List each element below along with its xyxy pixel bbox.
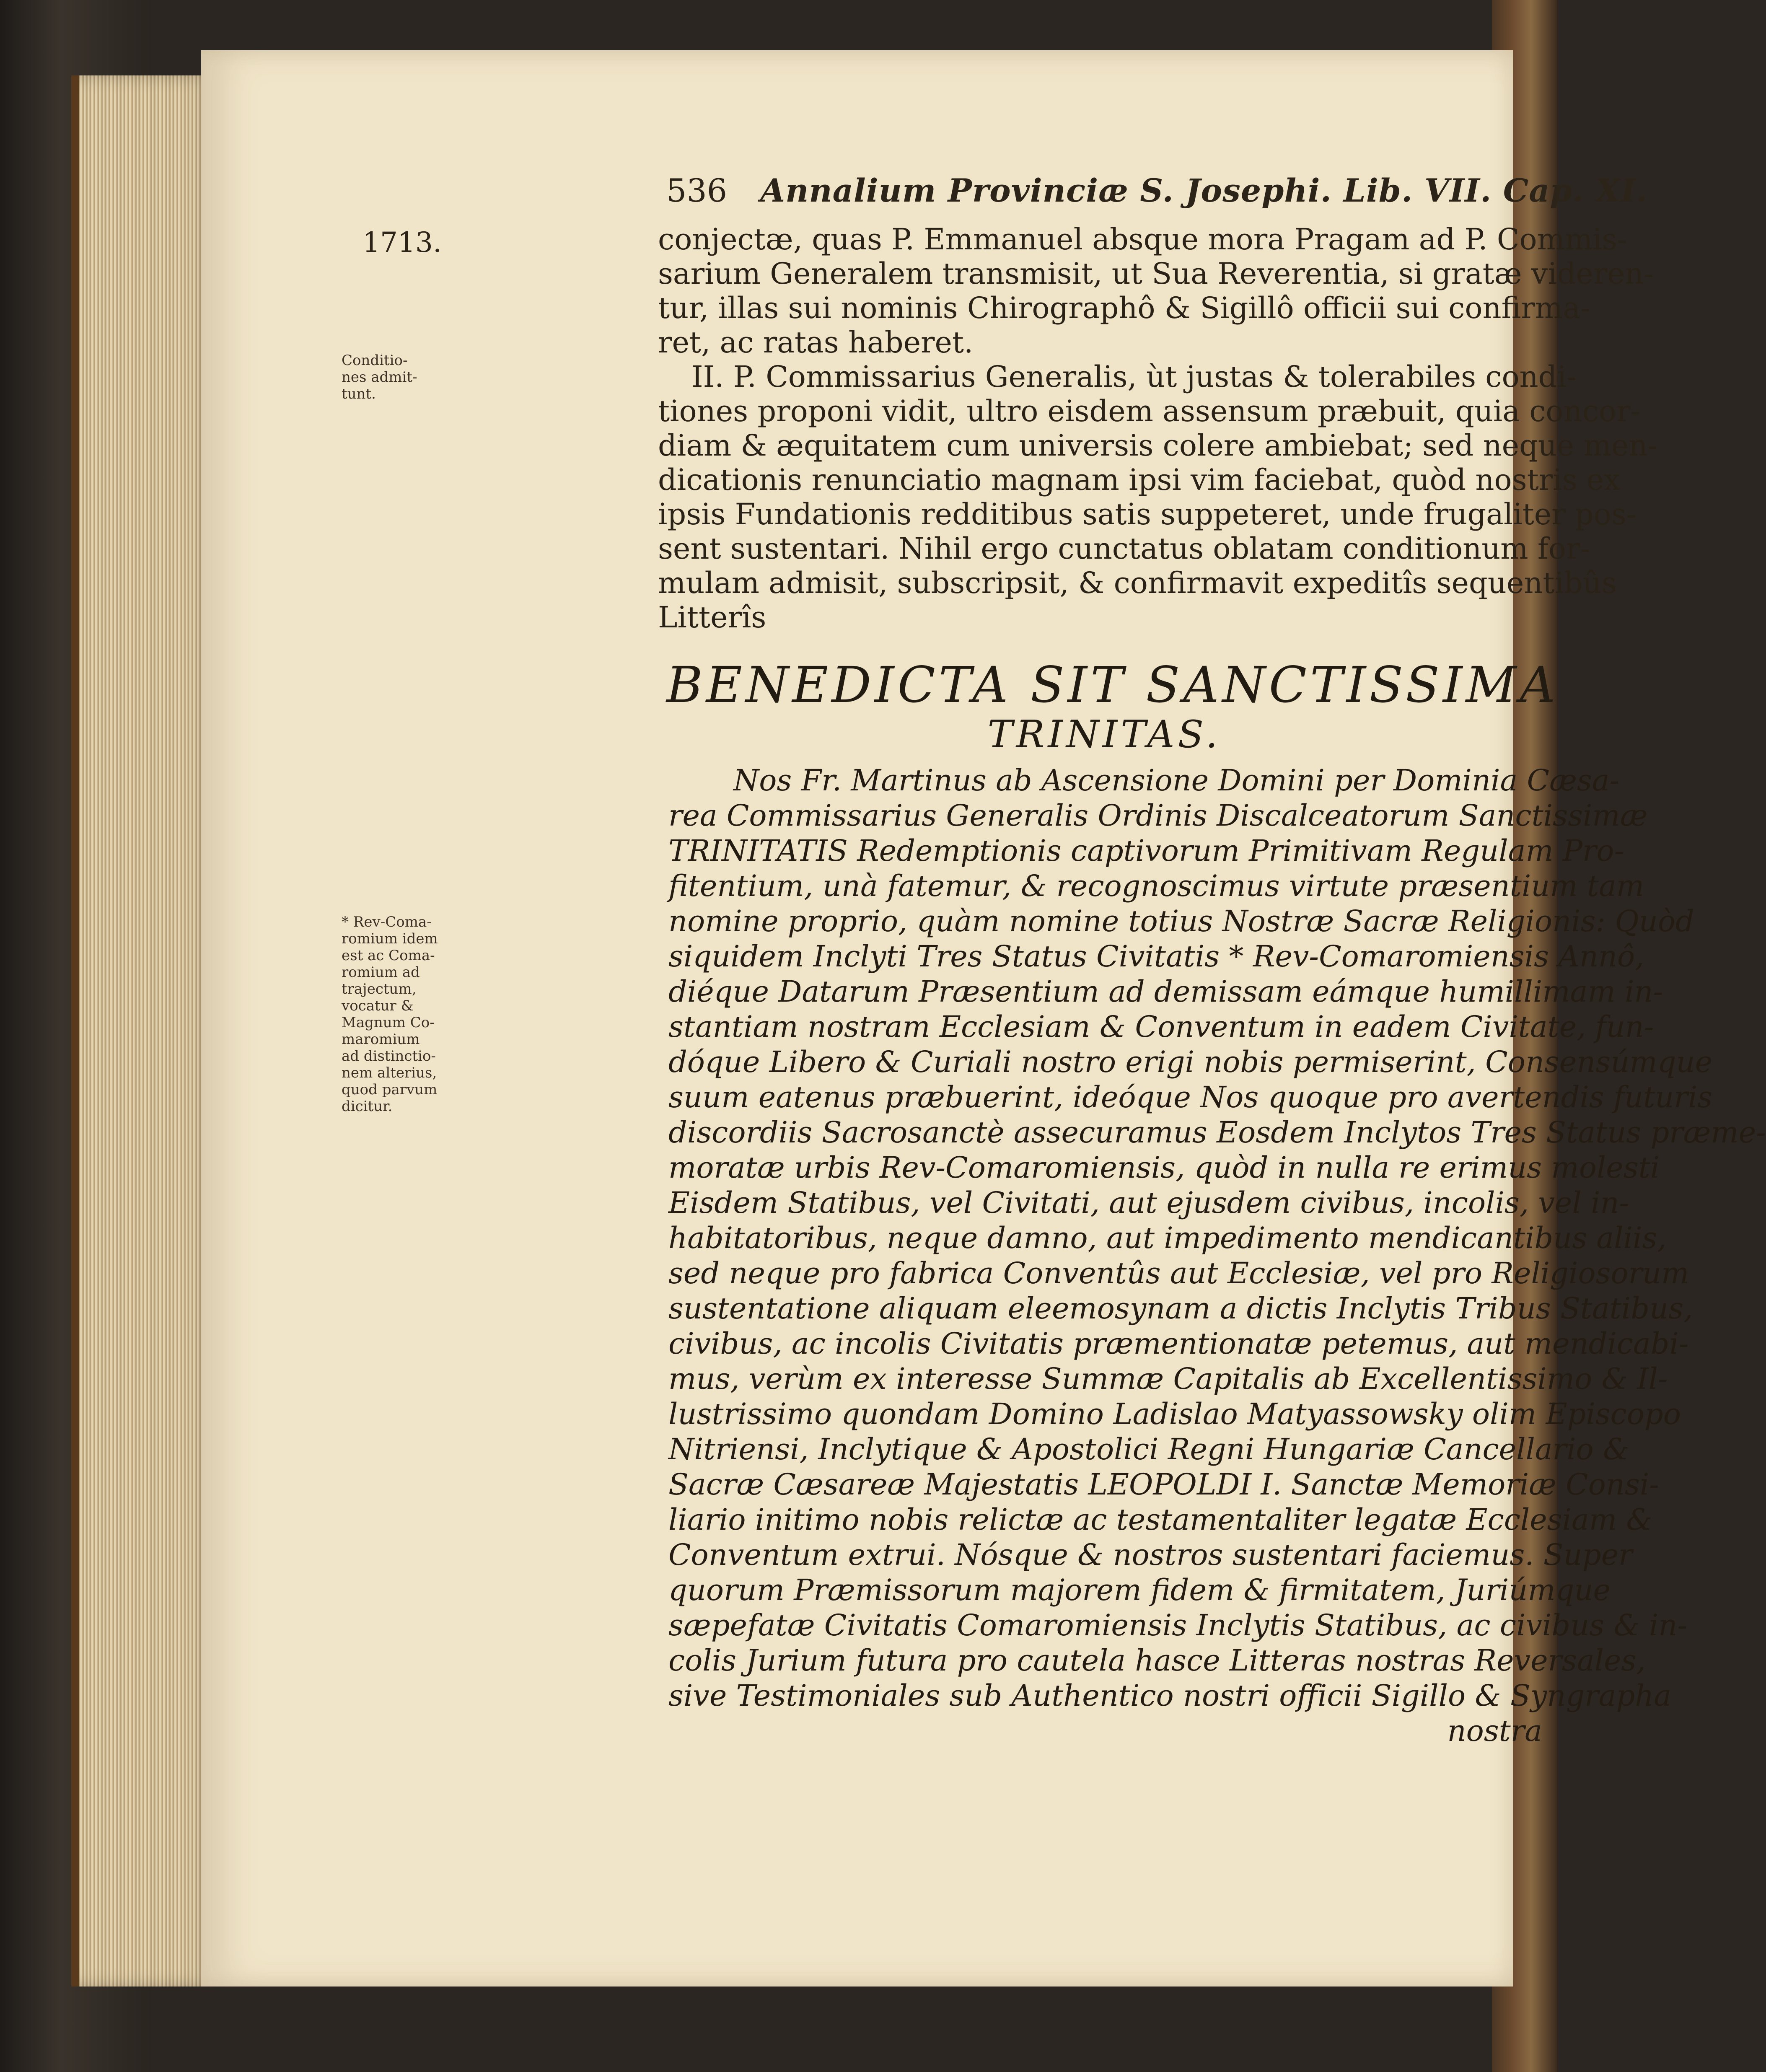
charter-line: TRINITATIS Redemptionis captivorum Primitivam Regulam Pro- (668, 834, 1624, 868)
charter-line: fitentium, unà fatemur, & recognoscimus virtute præsentium tam (668, 869, 1644, 903)
margin-note-footnote (342, 914, 455, 1115)
margin-note-line: est ac Coma- (342, 947, 435, 964)
margin-year: 1713. (363, 226, 442, 259)
charter-line: habitatoribus, neque damno, aut impedimento mendicantibus aliis, (668, 1221, 1667, 1255)
margin-note-line: Conditio- (342, 352, 408, 369)
running-header (666, 172, 1648, 218)
body-line: ret, ac ratas haberet. (658, 325, 974, 360)
charter-line: quorum Præmissorum majorem fidem & firmitatem, Juriúmque (668, 1573, 1611, 1607)
margin-note-conditions (342, 352, 455, 402)
margin-note-line: vocatur & (342, 997, 414, 1014)
charter-line: lustrissimo quondam Domino Ladislao Matyassowsky olim Episcopo (668, 1397, 1681, 1431)
charter-line: sæpefatæ Civitatis Comaromiensis Inclytis Statibus, ac civibus & in- (668, 1608, 1688, 1642)
charter-line: Sacræ Cæsareæ Majestatis LEOPOLDI I. Sanctæ Memoriæ Consi- (668, 1467, 1659, 1502)
charter-line: Eisdem Statibus, vel Civitati, aut ejusdem civibus, incolis, vel in- (668, 1186, 1629, 1220)
charter-line: Nos Fr. Martinus ab Ascensione Domini per Dominia Cæsa- (733, 763, 1620, 798)
body-line: conjectæ, quas P. Emmanuel absque mora Pragam ad P. Commis- (658, 222, 1627, 256)
margin-note-line: Magnum Co- (342, 1014, 435, 1031)
charter-line: siquidem Inclyti Tres Status Civitatis * Rev-Comaromiensis Annô, (668, 939, 1644, 974)
charter-line: liario initimo nobis relictæ ac testamentaliter legatæ Ecclesiam & (668, 1502, 1652, 1537)
margin-note-line: dicitur. (342, 1098, 393, 1115)
document-subtitle: TRINITAS. (987, 712, 1221, 756)
margin-note-line: trajectum, (342, 981, 417, 997)
body-line: mulam admisit, subscripsit, & confirmavit expeditîs sequentibûs (658, 566, 1617, 600)
charter-line: suum eatenus præbuerint, ideóque Nos quoque pro avertendis futuris (668, 1080, 1713, 1114)
running-head: Annalium Provinciæ S. Josephi. Lib. VII. Cap. XI. (760, 172, 1648, 209)
margin-note-line: romium idem (342, 930, 438, 947)
charter-line: dóque Libero & Curiali nostro erigi nobis permiserint, Consensúmque (668, 1045, 1713, 1079)
margin-note-line: * Rev-Coma- (342, 914, 432, 930)
charter-line: sive Testimoniales sub Authentico nostri officii Sigillo & Syngrapha (668, 1678, 1672, 1713)
margin-note-line: nes admit- (342, 369, 417, 386)
book-page (201, 50, 1766, 1987)
charter-line: civibus, ac incolis Civitatis præmentionatæ petemus, aut mendicabi- (668, 1326, 1689, 1361)
charter-line: discordiis Sacrosanctè assecuramus Eosdem Inclytos Tres Status præme- (668, 1115, 1766, 1150)
margin-note-line: ad distinctio- (342, 1048, 436, 1064)
margin-note-line: romium ad (342, 964, 420, 981)
charter-line: Conventum extrui. Nósque & nostros sustentari faciemus. Super (668, 1538, 1633, 1572)
page-edges (71, 75, 217, 1987)
body-line: sarium Generalem transmisit, ut Sua Reverentia, si gratæ videren- (658, 256, 1654, 291)
body-line: dicationis renunciatio magnam ipsi vim faciebat, quòd nostris ex (658, 463, 1621, 497)
body-line: ipsis Fundationis redditibus satis suppeteret, unde frugaliter pos- (658, 497, 1637, 531)
charter-line: sed neque pro fabrica Conventûs aut Ecclesiæ, vel pro Religiosorum (668, 1256, 1689, 1290)
body-line: sent sustentari. Nihil ergo cunctatus oblatam conditionum for- (658, 531, 1590, 566)
margin-note-line: tunt. (342, 386, 376, 402)
margin-note-line: nem alterius, (342, 1064, 437, 1081)
charter-line: nomine proprio, quàm nomine totius Nostræ Sacræ Religionis: Quòd (668, 904, 1694, 938)
charter-line: moratæ urbis Rev-Comaromiensis, quòd in nulla re erimus molesti (668, 1150, 1660, 1185)
body-line: diam & æquitatem cum universis colere ambiebat; sed neque men- (658, 428, 1658, 463)
document-title: BENEDICTA SIT SANCTISSIMA (666, 656, 1559, 714)
charter-line: colis Jurium futura pro cautela hasce Litteras nostras Reversales, (668, 1643, 1646, 1678)
charter-line: diéque Datarum Præsentium ad demissam eámque humillimam in- (668, 974, 1663, 1009)
charter-line: sustentatione aliquam eleemosynam a dictis Inclytis Tribus Statibus, (668, 1291, 1693, 1326)
charter-line: stantiam nostram Ecclesiam & Conventum in eadem Civitate, fun- (668, 1010, 1654, 1044)
body-line: Litterîs (658, 600, 766, 635)
margin-note-line: quod parvum (342, 1081, 438, 1098)
charter-line: mus, verùm ex interesse Summæ Capitalis ab Excellentissimo & Il- (668, 1362, 1668, 1396)
margin-note-line: maromium (342, 1031, 420, 1048)
body-line: II. P. Commissarius Generalis, ùt justas & tolerabiles condi- (691, 360, 1577, 394)
catchword: nostra (1447, 1714, 1542, 1748)
charter-line: Nitriensi, Inclytique & Apostolici Regni Hungariæ Cancellario & (668, 1432, 1629, 1466)
body-line: tur, illas sui nominis Chirographô & Sigillô officii sui confirma- (658, 291, 1590, 325)
body-line: tiones proponi vidit, ultro eisdem assensum præbuit, quia concor- (658, 394, 1641, 428)
page-number: 536 (666, 172, 728, 209)
charter-line: rea Commissarius Generalis Ordinis Discalceatorum Sanctissimæ (668, 798, 1648, 833)
